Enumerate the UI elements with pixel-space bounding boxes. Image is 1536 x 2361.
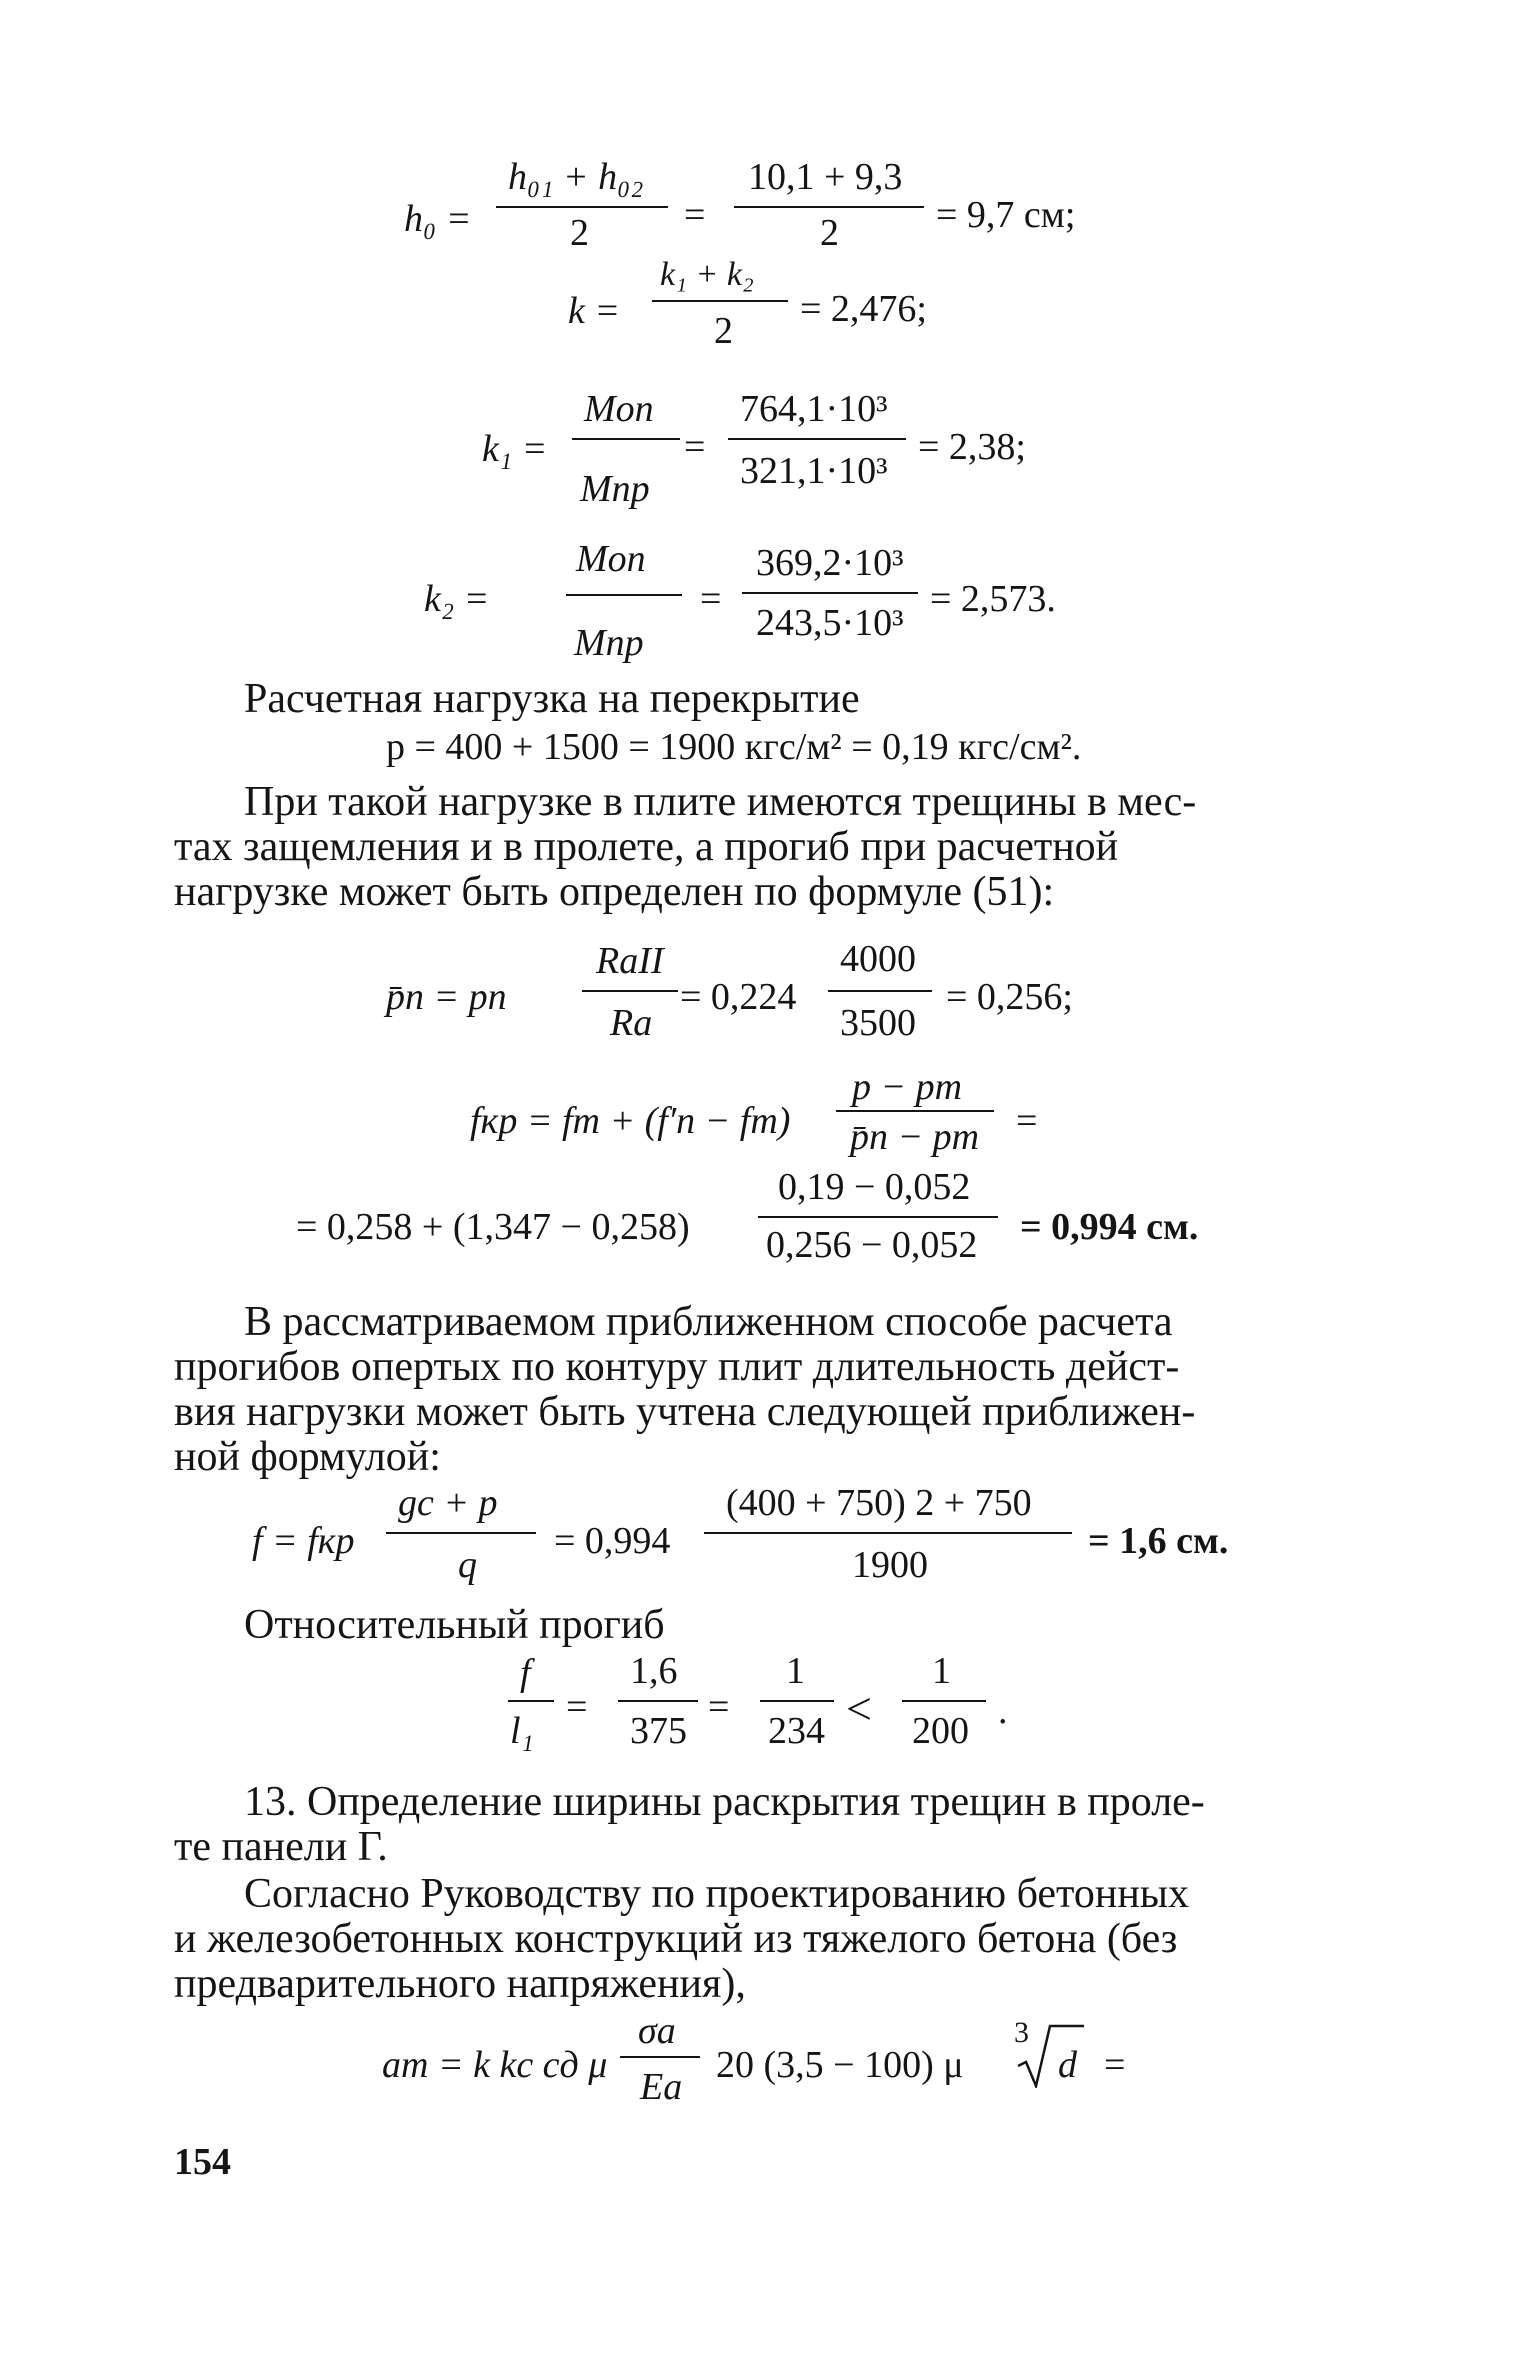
fraction-bar	[620, 2056, 700, 2058]
fkr-values-denominator: 0,256 − 0,052	[766, 1224, 978, 1266]
text-line: ной формулой:	[174, 1434, 441, 1480]
text-line: предварительного напряжения),	[174, 1961, 746, 2007]
rel-num-2: 1,6	[630, 1650, 678, 1692]
section-13-heading	[174, 1780, 1346, 1872]
fraction-bar	[386, 1532, 536, 1534]
pp-values-denominator: 3500	[840, 1002, 916, 1044]
fraction-bar	[618, 1700, 698, 1702]
fkr-values-numerator: 0,19 − 0,052	[778, 1166, 971, 1208]
f-lhs: f = fкр	[252, 1520, 355, 1562]
rel-num-4: 1	[932, 1650, 951, 1692]
f-mid: = 0,994	[554, 1520, 671, 1562]
rel-den-2: 375	[630, 1710, 687, 1752]
k-result: = 2,476;	[800, 288, 927, 330]
fraction-bar	[508, 1700, 554, 1702]
equals-sign: =	[708, 1686, 730, 1728]
pp-numerator: RaII	[596, 940, 664, 982]
fraction-bar	[742, 592, 918, 594]
f-numerator: gc + p	[398, 1482, 498, 1524]
design-load-heading: Расчетная нагрузка на перекрытие	[244, 676, 860, 722]
text-line: В рассматриваемом приближенном способе расчета	[244, 1299, 1173, 1345]
pp-result: = 0,256;	[946, 976, 1073, 1018]
fkr-lhs: fкр = fт + (f′п − fт)	[470, 1100, 791, 1142]
f-values-numerator: (400 + 750) 2 + 750	[726, 1482, 1032, 1524]
page-number: 154	[174, 2141, 231, 2183]
k1-numerator: Mоп	[584, 388, 654, 430]
fkr-values-result: = 0,994 см.	[1020, 1206, 1199, 1248]
fraction-bar	[828, 990, 932, 992]
h0-lhs: h₀ =	[404, 198, 472, 240]
h0-numerator: h₀₁ + h₀₂	[508, 156, 644, 198]
k2-numerator: Mоп	[576, 538, 646, 580]
pp-values-numerator: 4000	[840, 938, 916, 980]
paragraph-approx-method	[174, 1300, 1346, 1485]
fraction-bar	[496, 206, 668, 208]
root-index: 3	[1014, 2016, 1029, 2049]
text-line: тах защемления и в пролете, а прогиб при расчетной	[174, 824, 1119, 870]
k2-result: = 2,573.	[930, 578, 1056, 620]
fraction-bar	[566, 594, 682, 596]
k1-values-denominator: 321,1·10³	[740, 450, 888, 492]
fraction-bar	[758, 1216, 998, 1218]
root-argument: d	[1058, 2044, 1077, 2086]
fraction-bar	[902, 1700, 986, 1702]
f-denominator: q	[458, 1544, 477, 1586]
text-line: и железобетонных конструкций из тяжелого бетона (без	[174, 1916, 1178, 1962]
text-line: 13. Определение ширины раскрытия трещин в проле-	[244, 1779, 1205, 1825]
rel-num-3: 1	[786, 1650, 805, 1692]
at-lhs: aт = k kс cд μ	[382, 2044, 608, 2086]
text-line: прогибов опертых по контуру плит длительность дейст-	[174, 1344, 1180, 1390]
h0-values-denominator: 2	[820, 212, 839, 254]
at-end: =	[1104, 2044, 1126, 2086]
fraction-bar	[734, 206, 924, 208]
relative-deflection-heading: Относительный прогиб	[244, 1602, 665, 1648]
fraction-bar	[582, 990, 678, 992]
text-line: Согласно Руководству по проектированию бетонных	[244, 1871, 1190, 1917]
rel-den-3: 234	[768, 1710, 825, 1752]
k2-denominator: Mпр	[574, 622, 644, 664]
equals-sign: =	[700, 578, 722, 620]
k2-lhs: k₂ =	[424, 578, 490, 620]
k1-denominator: Mпр	[580, 468, 650, 510]
at-numerator: σa	[638, 2010, 676, 2052]
h0-result: = 9,7 см;	[936, 194, 1076, 236]
fkr-numerator: p − pт	[852, 1066, 963, 1108]
rel-num-1: f	[520, 1652, 531, 1694]
period: .	[998, 1690, 1008, 1732]
fkr-denominator: p̄п − pт	[850, 1116, 980, 1158]
fraction-bar	[572, 438, 680, 440]
pp-denominator: Ra	[610, 1002, 653, 1044]
text-line: вия нагрузки может быть учтена следующей приближен-	[174, 1389, 1196, 1435]
f-result: = 1,6 см.	[1088, 1520, 1229, 1562]
fkr-equals: =	[1016, 1100, 1038, 1142]
fraction-bar	[652, 300, 788, 302]
k-lhs: k =	[568, 290, 621, 332]
equals-sign: =	[684, 426, 706, 468]
k-denominator: 2	[714, 310, 733, 352]
at-denominator: Ea	[640, 2066, 683, 2108]
k2-values-denominator: 243,5·10³	[756, 602, 904, 644]
text-line: нагрузке может быть определен по формуле (51):	[174, 869, 1055, 915]
h0-values-numerator: 10,1 + 9,3	[748, 156, 903, 198]
equals-sign: =	[566, 1686, 588, 1728]
fraction-bar	[836, 1110, 994, 1112]
rel-den-1: l₁	[510, 1710, 534, 1752]
k1-lhs: k₁ =	[482, 428, 548, 470]
fraction-bar	[760, 1700, 834, 1702]
at-rhs: 20 (3,5 − 100) μ	[716, 2044, 964, 2086]
paragraph-cracks	[174, 780, 1346, 920]
k2-values-numerator: 369,2·10³	[756, 542, 904, 584]
text-line: те панели Г.	[174, 1824, 388, 1870]
equals-sign: =	[684, 194, 706, 236]
design-load-formula: p = 400 + 1500 = 1900 кгс/м² = 0,19 кгс/см².	[386, 726, 1082, 768]
paragraph-guideline	[174, 1872, 1346, 2012]
k1-values-numerator: 764,1·10³	[740, 388, 888, 430]
fraction-bar	[728, 438, 906, 440]
text-line: При такой нагрузке в плите имеются трещины в мес-	[244, 779, 1197, 825]
rel-den-4: 200	[912, 1710, 969, 1752]
k-numerator: k₁ + k₂	[660, 256, 754, 293]
fkr-values-lhs: = 0,258 + (1,347 − 0,258)	[296, 1206, 690, 1248]
pp-mid: = 0,224	[680, 976, 797, 1018]
h0-denominator: 2	[570, 212, 589, 254]
pp-lhs: p̄п = pп	[386, 976, 507, 1018]
fraction-bar	[704, 1532, 1072, 1534]
less-than-sign: <	[846, 1683, 872, 1734]
f-values-denominator: 1900	[852, 1544, 928, 1586]
k1-result: = 2,38;	[918, 426, 1026, 468]
